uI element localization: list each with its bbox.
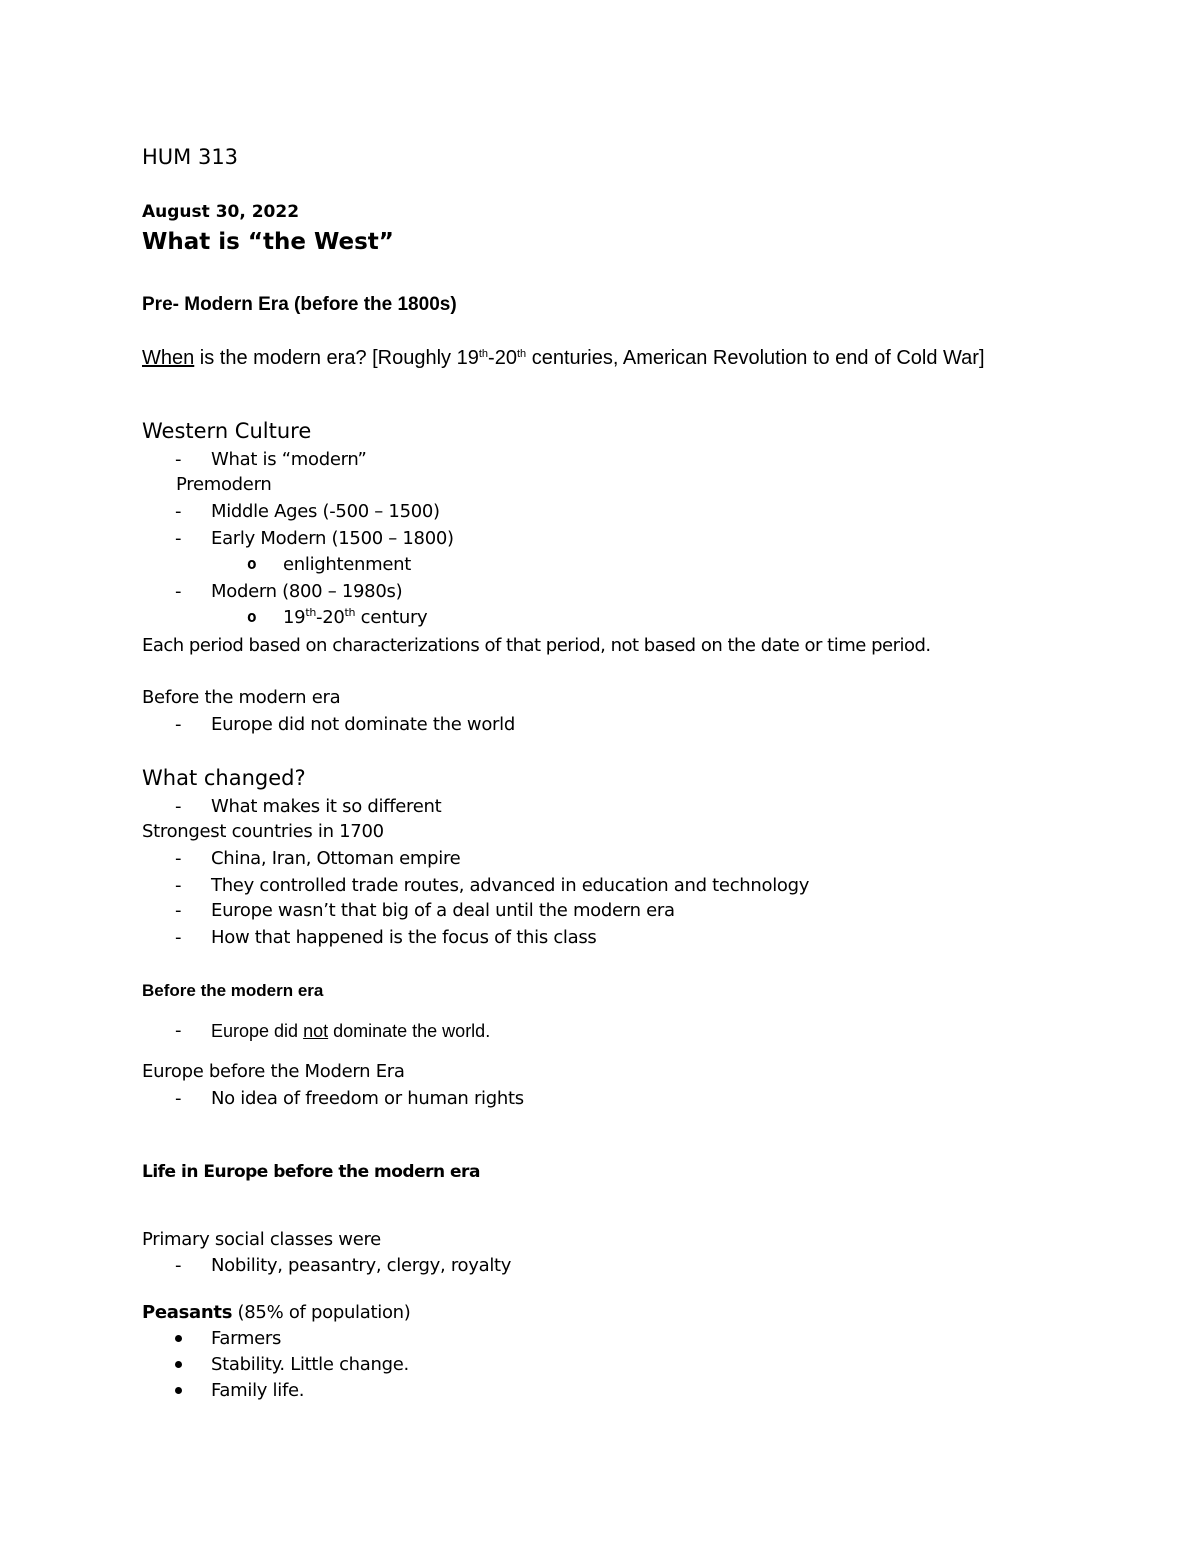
course-code: HUM 313 — [142, 145, 239, 169]
when-text-mid: -20 — [488, 347, 517, 369]
not-underlined: not — [303, 1021, 329, 1041]
period-note: Each period based on characterizations of that period, not based on the date or time period. — [142, 635, 931, 656]
century-sup-1: th — [305, 606, 316, 619]
when-sup-1: th — [478, 348, 489, 360]
century-b: -20 — [316, 607, 345, 628]
century-sup-2: th — [344, 606, 356, 619]
strongest-countries-label: Strongest countries in 1700 — [142, 821, 384, 842]
dash-marker: - — [175, 927, 182, 948]
before-modern-heading: Before the modern era — [142, 981, 324, 1000]
europe-text-a: Europe did — [211, 1021, 304, 1041]
lecture-date: August 30, 2022 — [142, 202, 300, 222]
list-item: How that happened is the focus of this class — [211, 927, 597, 948]
century-a: 19 — [283, 607, 306, 628]
bullet-item: Stability. Little change. — [211, 1354, 409, 1375]
dash-marker: - — [175, 1088, 182, 1109]
dash-marker: - — [175, 714, 182, 735]
western-culture-heading: Western Culture — [142, 419, 312, 443]
list-item: Europe did not dominate the world — [211, 714, 515, 735]
when-text-b: centuries, American Revolution to end of Cold War] — [526, 347, 985, 369]
dash-marker: - — [175, 1020, 182, 1041]
dash-marker: - — [175, 848, 182, 869]
what-changed-heading: What changed? — [142, 766, 306, 790]
bullet-dot-icon — [175, 1361, 182, 1368]
bullet-dot-icon — [175, 1387, 182, 1394]
list-item: Early Modern (1500 – 1800) — [211, 528, 454, 549]
peasants-heading-bold: Peasants — [142, 1302, 233, 1323]
page-title: What is “the West” — [142, 229, 394, 255]
when-sup-2: th — [516, 348, 527, 360]
list-item — [211, 1022, 490, 1040]
section-heading-premodern: Pre- Modern Era (before the 1800s) — [142, 294, 457, 315]
list-item: No idea of freedom or human rights — [211, 1088, 524, 1109]
sub-bullet-marker: o — [247, 554, 257, 573]
list-item: China, Iran, Ottoman empire — [211, 848, 461, 869]
dash-marker: - — [175, 581, 182, 602]
list-item: Middle Ages (-500 – 1500) — [211, 501, 440, 522]
before-modern-label: Before the modern era — [142, 687, 341, 708]
bullet-dot-icon — [175, 1335, 182, 1342]
europe-before-label: Europe before the Modern Era — [142, 1061, 405, 1082]
bullet-item: Farmers — [211, 1328, 282, 1349]
century-c: century — [355, 607, 428, 628]
list-item: What is “modern” — [211, 449, 367, 470]
sub-list-item: enlightenment — [283, 554, 412, 575]
dash-marker: - — [175, 528, 182, 549]
when-line — [142, 348, 985, 368]
sub-list-item — [283, 606, 428, 628]
life-in-europe-heading: Life in Europe before the modern era — [142, 1162, 480, 1182]
dash-marker: - — [175, 875, 182, 896]
dash-marker: - — [175, 501, 182, 522]
sub-bullet-marker: o — [247, 607, 257, 626]
list-item: Nobility, peasantry, clergy, royalty — [211, 1255, 512, 1276]
when-underlined: When — [142, 347, 195, 369]
social-classes-label: Primary social classes were — [142, 1229, 381, 1250]
dash-marker: - — [175, 900, 182, 921]
peasants-heading-rest: (85% of population) — [232, 1302, 411, 1323]
list-item: Europe wasn’t that big of a deal until the modern era — [211, 900, 675, 921]
dash-marker: - — [175, 449, 182, 470]
premodern-label: Premodern — [176, 474, 272, 495]
list-item: Modern (800 – 1980s) — [211, 581, 403, 602]
when-text-a: is the modern era? [Roughly 19 — [194, 347, 479, 369]
list-item: They controlled trade routes, advanced in education and technology — [211, 875, 810, 896]
bullet-item: Family life. — [211, 1380, 305, 1401]
dash-marker: - — [175, 796, 182, 817]
europe-text-b: dominate the world. — [328, 1021, 491, 1041]
dash-marker: - — [175, 1255, 182, 1276]
list-item: What makes it so different — [211, 796, 442, 817]
peasants-heading — [142, 1304, 411, 1322]
